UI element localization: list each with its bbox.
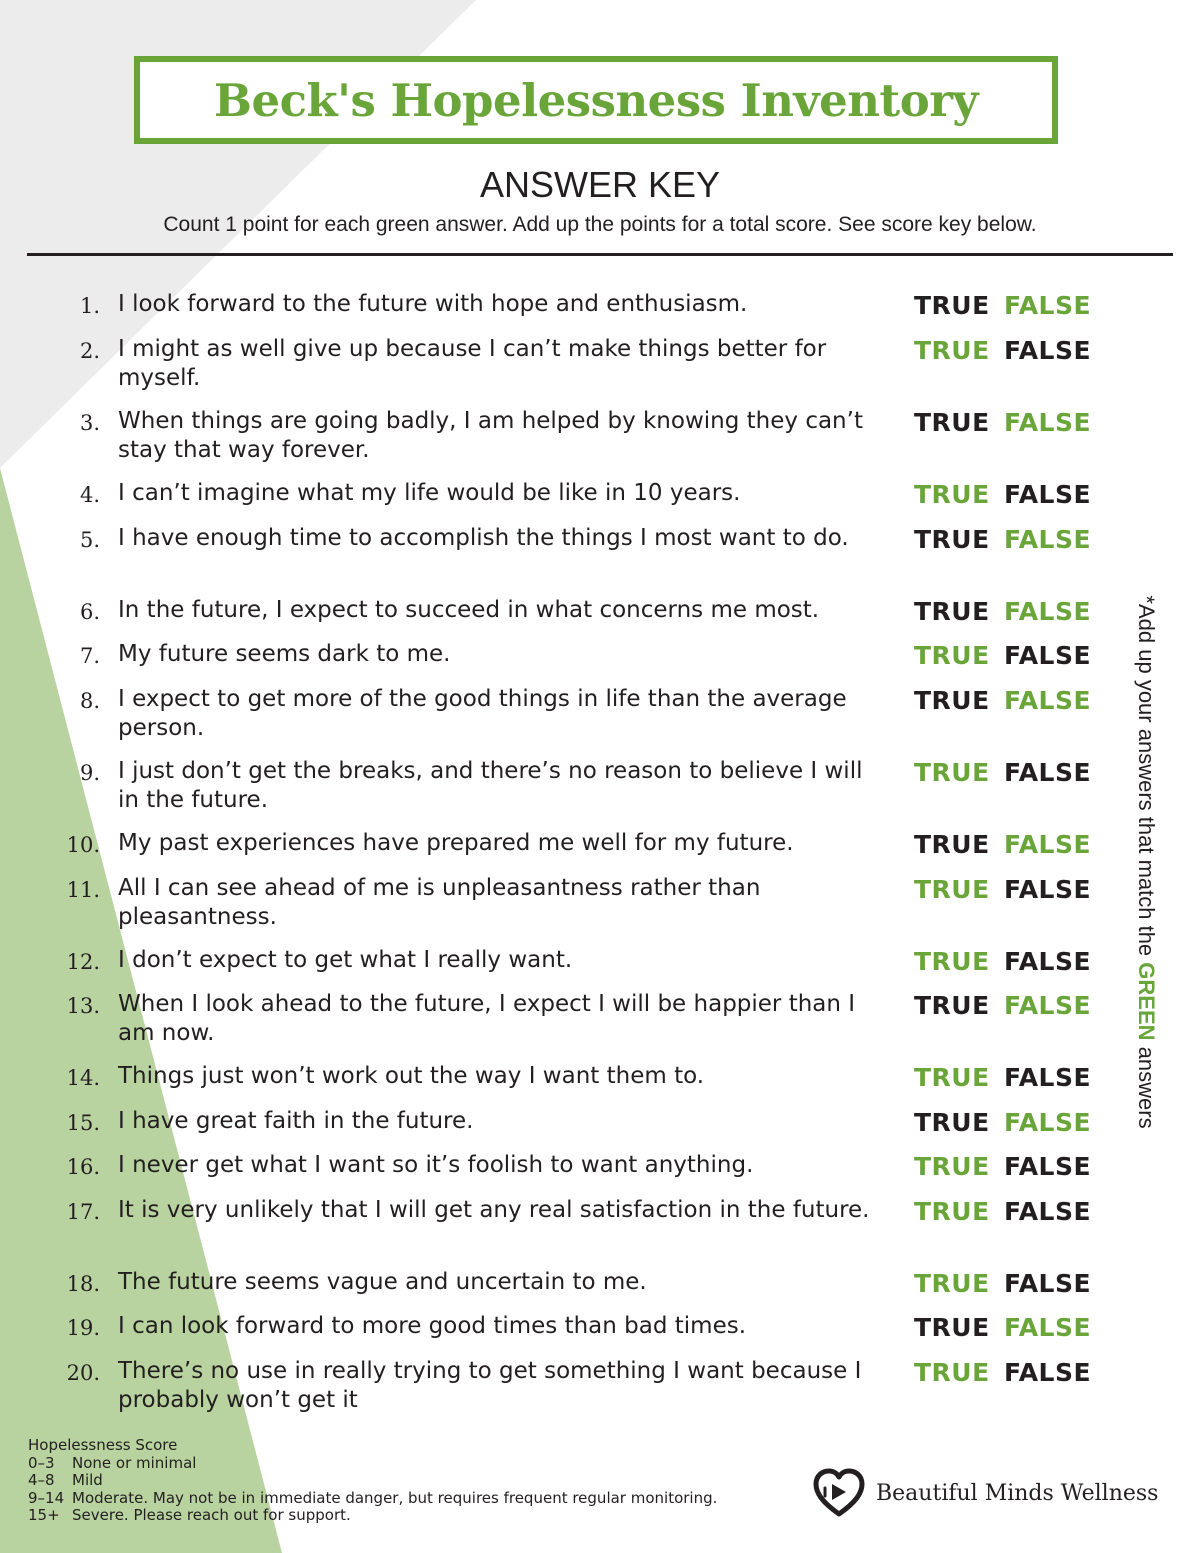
question-text: I look forward to the future with hope and enthusiasm. bbox=[118, 291, 748, 317]
question-number: 1. bbox=[79, 294, 100, 318]
score-range: 9–14 bbox=[28, 1488, 65, 1507]
question-text: I expect to get more of the good things in life than the average person. bbox=[118, 686, 847, 741]
question-number: 8. bbox=[79, 689, 100, 713]
question-text: I can look forward to more good times than bad times. bbox=[118, 1313, 747, 1339]
question-number: 16. bbox=[66, 1155, 100, 1179]
answer-true: TRUE bbox=[914, 1108, 990, 1137]
question-text: I might as well give up because I can’t make things better for myself. bbox=[118, 336, 827, 391]
answer-true: TRUE bbox=[914, 686, 990, 715]
score-range: 4–8 bbox=[28, 1471, 55, 1489]
answer-true: TRUE bbox=[914, 480, 990, 509]
question-number: 5. bbox=[79, 528, 100, 552]
question-text: My future seems dark to me. bbox=[118, 641, 451, 667]
side-note-text-end: answers bbox=[1134, 1040, 1159, 1129]
page-subtitle: ANSWER KEY bbox=[479, 164, 721, 205]
answer-false: FALSE bbox=[1004, 525, 1092, 554]
answer-true: TRUE bbox=[914, 525, 990, 554]
question-text: I can’t imagine what my life would be like in 10 years. bbox=[118, 480, 741, 506]
score-range: 15+ bbox=[28, 1506, 60, 1524]
score-label: None or minimal bbox=[72, 1453, 197, 1472]
answer-false: FALSE bbox=[1004, 336, 1092, 365]
question-text: My past experiences have prepared me well for my future. bbox=[118, 830, 794, 856]
question-text: I never get what I want so it’s foolish to want anything. bbox=[118, 1152, 754, 1178]
answer-true: TRUE bbox=[914, 830, 990, 859]
side-note-highlight: GREEN bbox=[1134, 962, 1159, 1041]
answer-false: FALSE bbox=[1004, 408, 1092, 437]
answer-false: FALSE bbox=[1004, 480, 1092, 509]
answer-false: FALSE bbox=[1004, 1152, 1092, 1181]
score-label: Mild bbox=[72, 1471, 103, 1489]
question-number: 12. bbox=[66, 950, 100, 974]
question-text: When I look ahead to the future, I expect I will be happier than I am now. bbox=[118, 991, 856, 1046]
answer-false: FALSE bbox=[1004, 291, 1092, 320]
side-note-text: *Add up your answers that match the bbox=[1134, 595, 1159, 963]
question-number: 13. bbox=[66, 994, 100, 1018]
question-text: It is very unlikely that I will get any real satisfaction in the future. bbox=[118, 1197, 870, 1223]
answer-true: TRUE bbox=[914, 1269, 990, 1298]
answer-false: FALSE bbox=[1004, 991, 1092, 1020]
instructions-text: Count 1 point for each green answer. Add up the points for a total score. See score key below. bbox=[163, 213, 1037, 236]
answer-false: FALSE bbox=[1004, 1269, 1092, 1298]
question-number: 3. bbox=[79, 411, 100, 435]
answer-false: FALSE bbox=[1004, 830, 1092, 859]
question-text: There’s no use in really trying to get something I want because I probably won’t get it bbox=[118, 1358, 862, 1413]
answer-false: FALSE bbox=[1004, 875, 1092, 904]
answer-true: TRUE bbox=[914, 641, 990, 670]
answer-true: TRUE bbox=[914, 1152, 990, 1181]
answer-false: FALSE bbox=[1004, 758, 1092, 787]
side-note bbox=[1133, 595, 1159, 1128]
score-key bbox=[28, 1437, 717, 1525]
question-number: 19. bbox=[66, 1316, 100, 1340]
question-text: In the future, I expect to succeed in what concerns me most. bbox=[118, 597, 820, 623]
answer-true: TRUE bbox=[914, 1358, 990, 1387]
question-text: I have great faith in the future. bbox=[118, 1108, 474, 1134]
answer-true: TRUE bbox=[914, 1063, 990, 1092]
question-number: 6. bbox=[79, 600, 100, 624]
question-number: 11. bbox=[66, 878, 100, 902]
score-label: Moderate. May not be in immediate danger, but requires frequent regular monitoring. bbox=[72, 1488, 718, 1507]
answer-true: TRUE bbox=[914, 1313, 990, 1342]
question-number: 15. bbox=[66, 1111, 100, 1135]
answer-false: FALSE bbox=[1004, 686, 1092, 715]
answer-false: FALSE bbox=[1004, 641, 1092, 670]
page-title: Beck's Hopelessness Inventory bbox=[213, 73, 979, 127]
score-key-title: Hopelessness Score bbox=[28, 1436, 178, 1454]
question-text: The future seems vague and uncertain to me. bbox=[118, 1269, 647, 1295]
question-number: 7. bbox=[79, 644, 100, 668]
score-row bbox=[28, 1490, 717, 1508]
answer-false: FALSE bbox=[1004, 1197, 1092, 1226]
question-number: 2. bbox=[79, 339, 100, 363]
answer-true: TRUE bbox=[914, 758, 990, 787]
question-number: 4. bbox=[79, 483, 100, 507]
answer-true: TRUE bbox=[914, 336, 990, 365]
answer-false: FALSE bbox=[1004, 1108, 1092, 1137]
answer-false: FALSE bbox=[1004, 597, 1092, 626]
question-number: 17. bbox=[66, 1200, 100, 1224]
question-number: 18. bbox=[66, 1272, 100, 1296]
question-text: When things are going badly, I am helped by knowing they can’t stay that way forever. bbox=[118, 408, 863, 463]
answer-true: TRUE bbox=[914, 1197, 990, 1226]
question-text: I just don’t get the breaks, and there’s no reason to believe I will in the future. bbox=[118, 758, 863, 813]
score-row bbox=[28, 1455, 717, 1473]
question-text: All I can see ahead of me is unpleasantness rather than pleasantness. bbox=[118, 875, 761, 930]
answer-true: TRUE bbox=[914, 291, 990, 320]
question-number: 10. bbox=[66, 833, 100, 857]
answer-false: FALSE bbox=[1004, 1358, 1092, 1387]
score-row bbox=[28, 1472, 717, 1490]
answer-true: TRUE bbox=[914, 597, 990, 626]
question-number: 14. bbox=[66, 1066, 100, 1090]
question-text: Things just won’t work out the way I want them to. bbox=[118, 1063, 705, 1089]
question-number: 20. bbox=[66, 1361, 100, 1385]
answer-true: TRUE bbox=[914, 408, 990, 437]
question-number: 9. bbox=[79, 761, 100, 785]
score-label: Severe. Please reach out for support. bbox=[72, 1506, 351, 1524]
question-text: I have enough time to accomplish the things I most want to do. bbox=[118, 525, 849, 551]
score-row bbox=[28, 1507, 717, 1525]
answer-true: TRUE bbox=[914, 947, 990, 976]
answer-true: TRUE bbox=[914, 991, 990, 1020]
answer-false: FALSE bbox=[1004, 1063, 1092, 1092]
question-text: I don’t expect to get what I really want. bbox=[118, 947, 573, 973]
answer-false: FALSE bbox=[1004, 1313, 1092, 1342]
score-range: 0–3 bbox=[28, 1453, 55, 1472]
answer-true: TRUE bbox=[914, 875, 990, 904]
brand-logo bbox=[812, 1466, 1158, 1520]
brand-name: Beautiful Minds Wellness bbox=[876, 1480, 1159, 1506]
answer-false: FALSE bbox=[1004, 947, 1092, 976]
heart-play-icon bbox=[812, 1466, 866, 1520]
